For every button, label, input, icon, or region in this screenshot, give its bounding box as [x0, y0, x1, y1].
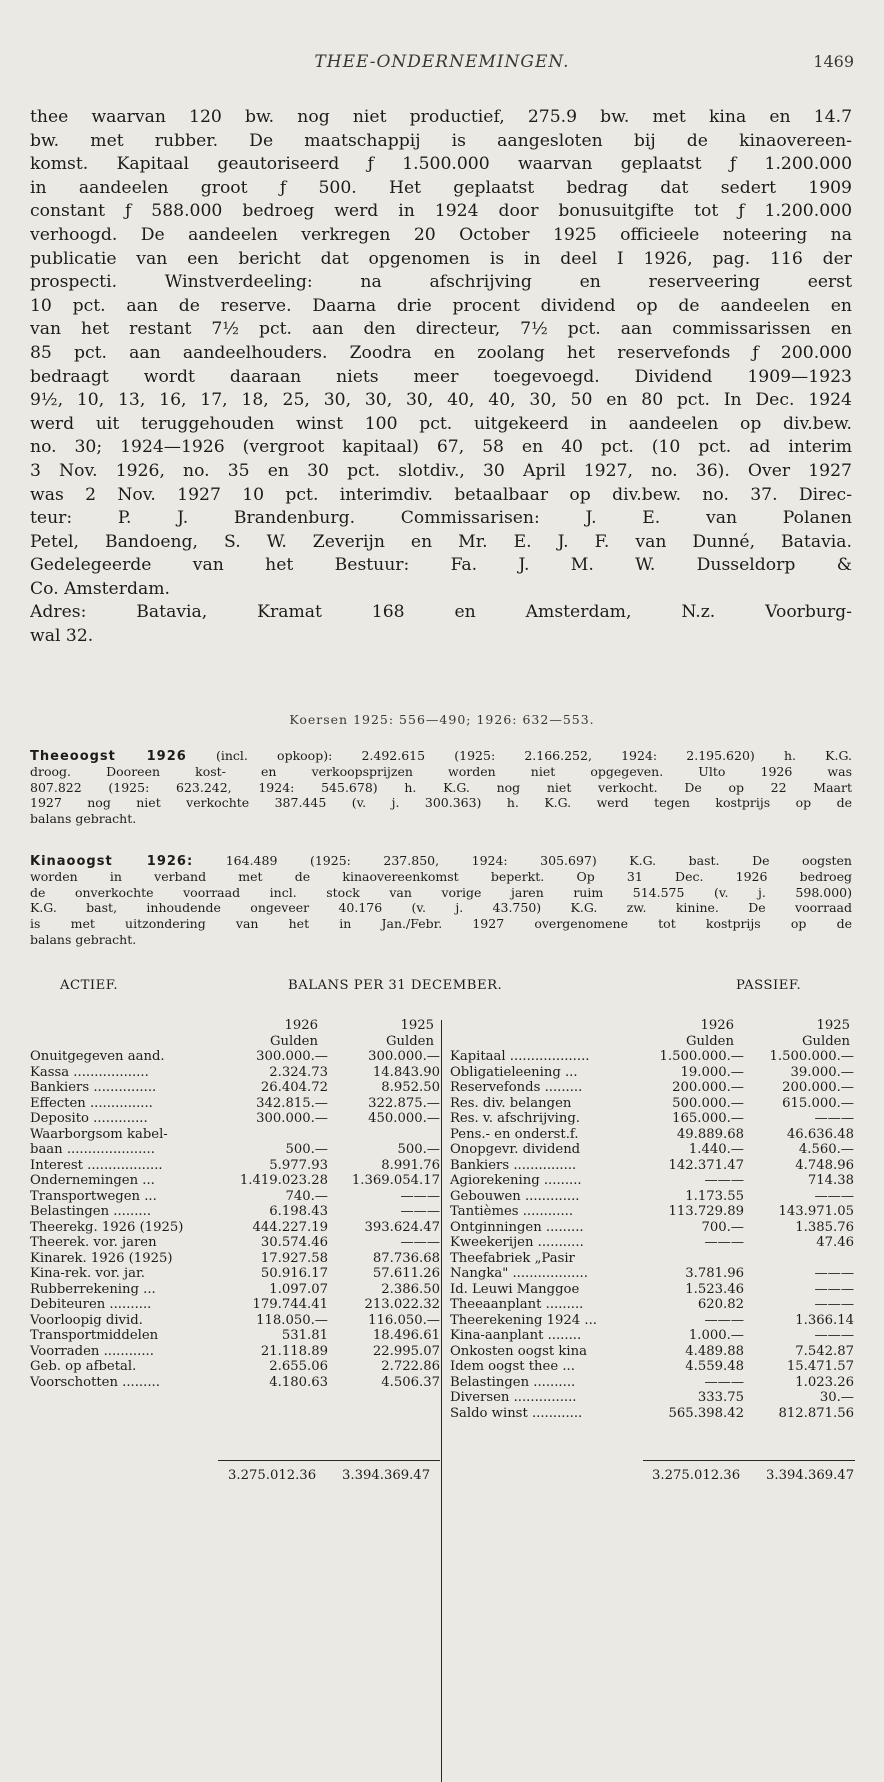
- actief-value-1925: 14.843.90: [372, 1064, 440, 1080]
- actief-row: [30, 1375, 440, 1391]
- passief-item-label: Kweekerijen ...........: [450, 1235, 584, 1250]
- passief-value-1926: 1.440.—: [688, 1142, 744, 1157]
- actief-value-1925: 18.496.61: [372, 1328, 440, 1343]
- passief-value-1925: 4.748.96: [795, 1157, 854, 1173]
- column-divider: [441, 1020, 442, 1782]
- actief-row: [30, 1096, 440, 1112]
- passief-row: [446, 1049, 854, 1065]
- passief-row: [446, 1111, 854, 1127]
- actief-value-1925: 450.000.—: [368, 1111, 440, 1126]
- passief-row: [446, 1359, 854, 1375]
- kinaoogst-line: [30, 885, 852, 901]
- actief-item-label: Geb. op afbetal.: [30, 1359, 137, 1374]
- header-title: THEE-ONDERNEMINGEN.: [314, 52, 570, 72]
- theeoogst-heading: Theeoogst 1926: [30, 749, 187, 764]
- kinaoogst-text: 164.489 (1925: 237.850, 1924: 305.697) K.G. bast. De oogsten: [225, 853, 852, 868]
- actief-value-1925: 500.—: [397, 1142, 440, 1157]
- actief-row: [30, 1235, 440, 1251]
- actief-value-1925: 22.995.07: [372, 1343, 440, 1359]
- passief-row: [446, 1142, 854, 1158]
- passief-value-1926: 620.82: [697, 1297, 744, 1312]
- actief-value-1926: 342.815.—: [256, 1095, 328, 1111]
- running-header: [0, 52, 884, 82]
- passief-value-1926: ———: [704, 1312, 744, 1328]
- actief-row: [30, 1328, 440, 1344]
- passief-item-label: Nangka" ..................: [450, 1266, 588, 1281]
- passief-item-label: Tantièmes ............: [450, 1204, 574, 1219]
- actief-row: [30, 1251, 440, 1267]
- passief-row: [446, 1220, 854, 1236]
- passief-value-1925: 714.38: [807, 1173, 854, 1188]
- unit-1925: Gulden: [802, 1033, 850, 1049]
- actief-value-1925: 300.000.—: [368, 1049, 440, 1064]
- kinaoogst-paragraph: [30, 853, 852, 948]
- theeoogst-paragraph: [30, 748, 852, 827]
- year-1926: 1926: [700, 1018, 734, 1033]
- actief-value-1926: 531.81: [281, 1328, 328, 1343]
- actief-value-1925: 57.611.26: [372, 1266, 440, 1281]
- kinaoogst-line: [30, 869, 852, 885]
- passief-item-label: Obligatieleening ...: [450, 1064, 578, 1080]
- passief-value-1925: 7.542.87: [795, 1343, 854, 1359]
- passief-value-1926: 113.729.89: [668, 1204, 744, 1219]
- actief-item-label: Theerek. vor. jaren: [30, 1235, 157, 1250]
- theeoogst-line: [30, 748, 852, 764]
- actief-value-1926: 30.574.46: [260, 1235, 328, 1250]
- passief-item-label: Kapitaal ...................: [450, 1049, 590, 1064]
- passief-value-1926: 4.489.88: [685, 1343, 744, 1359]
- passief-row: [446, 1235, 854, 1251]
- prose-line: no. 30; 1924—1926 (vergroot kapitaal) 67, 58 en 40 pct. (10 pct. ad interim: [30, 437, 852, 458]
- actief-item-label: Voorraden ............: [30, 1343, 154, 1359]
- passief-row: [446, 1266, 854, 1282]
- passief-row: [446, 1189, 854, 1205]
- actief-row: [30, 1220, 440, 1236]
- passief-value-1926: 700.—: [701, 1219, 744, 1235]
- passief-item-label: Onopgevr. dividend: [450, 1142, 581, 1157]
- passief-row: [446, 1173, 854, 1189]
- passief-row: [446, 1328, 854, 1344]
- actief-value-1926: 26.404.72: [260, 1080, 328, 1095]
- actief-item-label: Effecten ...............: [30, 1095, 153, 1111]
- actief-item-label: Interest ..................: [30, 1157, 163, 1173]
- actief-value-1926: 500.—: [285, 1142, 328, 1157]
- actief-row: [30, 1158, 440, 1174]
- passief-value-1925: 1.023.26: [795, 1374, 854, 1390]
- passief-row: [446, 1158, 854, 1174]
- balance-header: [30, 978, 854, 998]
- passief-value-1925: ———: [814, 1281, 854, 1297]
- passief-value-1926: 4.559.48: [685, 1359, 744, 1374]
- actief-item-label: Voorschotten .........: [30, 1374, 160, 1390]
- passief-row: [446, 1297, 854, 1313]
- actief-item-label: Theerekg. 1926 (1925): [30, 1219, 184, 1235]
- actief-value-1926: 444.227.19: [252, 1219, 328, 1235]
- prose-line: publicatie van een bericht dat opgenomen is in deel I 1926, pag. 116 der: [30, 248, 852, 269]
- prose-line: bedraagt wordt daaraan niets meer toegevoegd. Dividend 1909—1923: [30, 366, 852, 387]
- passief-item-label: Idem oogst thee ...: [450, 1359, 575, 1374]
- actief-item-label: Deposito .............: [30, 1111, 148, 1126]
- prose-line: van het restant 7½ pct. aan den directeur, 7½ pct. aan commissarissen en: [30, 319, 852, 340]
- theeoogst-line: [30, 764, 852, 780]
- actief-value-1926: 300.000.—: [256, 1111, 328, 1126]
- prose-line: 85 pct. aan aandeelhouders. Zoodra en zoolang het reservefonds ƒ 200.000: [30, 342, 852, 363]
- actief-value-1925: 2.722.86: [381, 1359, 440, 1374]
- passief-value-1926: 49.889.68: [676, 1126, 744, 1142]
- passief-value-1926: 333.75: [697, 1390, 744, 1405]
- actief-value-1925: 116.050.—: [368, 1312, 440, 1328]
- actief-value-1925: 322.875.—: [368, 1095, 440, 1111]
- passief-item-label: Theerekening 1924 ...: [450, 1312, 597, 1328]
- passief-value-1926: ———: [704, 1374, 744, 1390]
- actief-value-1925: ———: [400, 1188, 440, 1204]
- balance-title: BALANS PER 31 DECEMBER.: [288, 978, 503, 993]
- kinaoogst-text: de onverkochte voorraad incl. stock van vorige jaren ruim 514.575 (v. j. 598.000): [30, 884, 852, 900]
- actief-row: [30, 1142, 440, 1158]
- passief-item-label: Onkosten oogst kina: [450, 1343, 587, 1359]
- prose-line: werd uit teruggehouden winst 100 pct. uitgekeerd in aandeelen op div.bew.: [30, 413, 852, 434]
- year-1926: 1926: [284, 1018, 318, 1033]
- actief-value-1926: 4.180.63: [269, 1374, 328, 1390]
- passief-row: [446, 1390, 854, 1406]
- actief-total-1926: 3.275.012.36: [228, 1468, 317, 1483]
- actief-total-1925: 3.394.369.47: [342, 1468, 431, 1483]
- passief-item-label: Res. div. belangen: [450, 1095, 572, 1111]
- prose-line: Petel, Bandoeng, S. W. Zeverijn en Mr. E. J. F. van Dunné, Batavia.: [30, 531, 852, 552]
- actief-value-1926: 740.—: [285, 1188, 328, 1204]
- kinaoogst-text: worden in verband met de kinaovereenkomst beperkt. Op 31 Dec. 1926 bedroeg: [30, 868, 852, 884]
- actief-label: ACTIEF.: [60, 978, 119, 993]
- actief-item-label: Debiteuren ..........: [30, 1297, 152, 1312]
- passief-item-label: Id. Leuwi Manggoe: [450, 1281, 580, 1297]
- actief-value-1925: 213.022.32: [364, 1297, 440, 1312]
- passief-value-1925: ———: [814, 1328, 854, 1343]
- passief-item-label: Diversen ...............: [450, 1390, 577, 1405]
- passief-value-1925: 1.366.14: [795, 1312, 854, 1328]
- actief-total-rule: [218, 1460, 440, 1461]
- prose-line: thee waarvan 120 bw. nog niet productief, 275.9 bw. met kina en 14.7: [30, 107, 852, 127]
- actief-value-1926: 21.118.89: [260, 1343, 328, 1359]
- actief-row: [30, 1344, 440, 1360]
- prose-line: Gedelegeerde van het Bestuur: Fa. J. M. W. Dusseldorp &: [30, 555, 852, 576]
- actief-value-1926: 2.324.73: [269, 1064, 328, 1080]
- actief-item-label: Rubberrekening ...: [30, 1281, 156, 1297]
- passief-value-1926: 1.523.46: [685, 1281, 744, 1297]
- prose-line: 3 Nov. 1926, no. 35 en 30 pct. slotdiv., 30 April 1927, no. 36). Over 1927: [30, 460, 852, 481]
- passief-value-1926: 565.398.42: [668, 1405, 744, 1421]
- passief-row: [446, 1344, 854, 1360]
- actief-value-1926: 17.927.58: [260, 1250, 328, 1266]
- passief-value-1925: 143.971.05: [778, 1204, 854, 1219]
- passief-value-1926: 1.173.55: [685, 1188, 744, 1204]
- actief-value-1926: 1.419.023.28: [239, 1173, 328, 1188]
- actief-row: [30, 1189, 440, 1205]
- passief-row: [446, 1406, 854, 1422]
- actief-value-1926: 1.097.07: [269, 1281, 328, 1297]
- unit-1926: Gulden: [270, 1033, 318, 1049]
- column-subheader: [446, 1034, 854, 1050]
- passief-row: [446, 1313, 854, 1329]
- passief-value-1925: 1.385.76: [795, 1219, 854, 1235]
- passief-row: [446, 1096, 854, 1112]
- passief-value-1925: 200.000.—: [782, 1080, 854, 1095]
- year-1925: 1925: [816, 1018, 850, 1033]
- actief-row: [30, 1313, 440, 1329]
- column-subheader: [30, 1034, 440, 1050]
- actief-value-1926: 118.050.—: [256, 1312, 328, 1328]
- koersen-line: Koersen 1925: 556—490; 1926: 632—553.: [289, 712, 595, 727]
- passief-value-1925: ———: [814, 1188, 854, 1204]
- actief-item-label: Bankiers ...............: [30, 1080, 157, 1095]
- passief-value-1926: 1.500.000.—: [659, 1049, 744, 1064]
- kinaoogst-text: is met uitzondering van het in Jan./Febr. 1927 overgenomene tot kostprijs op de: [30, 916, 852, 932]
- kinaoogst-line: [30, 932, 852, 948]
- theeoogst-text: droog. Dooreen kost- en verkoopsprijzen worden niet opgegeven. Ulto 1926 was: [30, 763, 852, 779]
- actief-value-1926: 300.000.—: [256, 1049, 328, 1064]
- passief-item-label: Saldo winst ............: [450, 1405, 583, 1421]
- actief-value-1925: 2.386.50: [381, 1281, 440, 1297]
- actief-item-label: Kina-rek. vor. jar.: [30, 1266, 145, 1281]
- actief-row: [30, 1204, 440, 1220]
- actief-row: [30, 1080, 440, 1096]
- actief-value-1925: ———: [400, 1204, 440, 1219]
- actief-value-1925: 87.736.68: [372, 1250, 440, 1266]
- company-description: [30, 106, 852, 649]
- passief-item-label: Res. v. afschrijving.: [450, 1111, 580, 1126]
- column-subheader: [30, 1018, 440, 1034]
- theeoogst-text: 1927 nog niet verkochte 387.445 (v. j. 300.363) h. K.G. werd tegen kostprijs op de: [30, 795, 852, 811]
- passief-value-1925: 812.871.56: [778, 1405, 854, 1421]
- passief-value-1925: ———: [814, 1266, 854, 1281]
- prose-line: Adres: Batavia, Kramat 168 en Amsterdam, N.z. Voorburg-: [30, 602, 852, 623]
- passief-item-label: Bankiers ...............: [450, 1157, 577, 1173]
- theeoogst-line: [30, 795, 852, 811]
- actief-value-1925: ———: [400, 1235, 440, 1250]
- actief-value-1926: 50.916.17: [260, 1266, 328, 1281]
- passief-value-1926: 1.000.—: [688, 1328, 744, 1343]
- passief-item-label: Belastingen ..........: [450, 1374, 576, 1390]
- passief-row: [446, 1282, 854, 1298]
- actief-value-1925: 393.624.47: [364, 1219, 440, 1235]
- actief-value-1926: 6.198.43: [269, 1204, 328, 1219]
- passief-label: PASSIEF.: [736, 978, 802, 993]
- passief-row: [446, 1127, 854, 1143]
- actief-row: [30, 1173, 440, 1189]
- actief-row: [30, 1127, 440, 1143]
- prose-line: in aandeelen groot ƒ 500. Het geplaatst bedrag dat sedert 1909: [30, 177, 852, 198]
- prose-line: prospecti. Winstverdeeling: na afschrijving en reserveering eerst: [30, 272, 852, 293]
- prose-line: 10 pct. aan de reserve. Daarna drie procent dividend op de aandeelen en: [30, 295, 852, 316]
- actief-row: [30, 1111, 440, 1127]
- passief-value-1925: 30.—: [819, 1390, 854, 1405]
- passief-item-label: Kina-aanplant ........: [450, 1328, 582, 1343]
- balance-sheet: [30, 978, 854, 1421]
- actief-item-label: Kassa ..................: [30, 1064, 149, 1080]
- prose-line: verhoogd. De aandeelen verkregen 20 October 1925 officieele noteering na: [30, 224, 852, 245]
- actief-item-label: Onuitgegeven aand.: [30, 1049, 165, 1064]
- kinaoogst-line: [30, 900, 852, 916]
- kinaoogst-line: [30, 916, 852, 932]
- passief-row: [446, 1065, 854, 1081]
- passief-row: [446, 1251, 854, 1267]
- passief-value-1925: 15.471.57: [786, 1359, 854, 1374]
- actief-item-label: Ondernemingen ...: [30, 1173, 155, 1188]
- kinaoogst-text: balans gebracht.: [30, 931, 137, 947]
- column-subheader: [446, 1018, 854, 1034]
- actief-item-label: Waarborgsom kabel-: [30, 1126, 168, 1142]
- passief-item-label: Gebouwen .............: [450, 1188, 580, 1204]
- prose-line: constant ƒ 588.000 bedroeg werd in 1924 door bonusuitgifte tot ƒ 1.200.000: [30, 201, 852, 222]
- passief-value-1926: 19.000.—: [680, 1064, 744, 1080]
- prose-line: komst. Kapitaal geautoriseerd ƒ 1.500.000 waarvan geplaatst ƒ 1.200.000: [30, 154, 852, 175]
- year-1925: 1925: [400, 1018, 434, 1033]
- actief-row: [30, 1297, 440, 1313]
- actief-row: [30, 1266, 440, 1282]
- passief-item-label: Pens.- en onderst.f.: [450, 1126, 579, 1142]
- actief-value-1925: 8.991.76: [381, 1157, 440, 1173]
- kinaoogst-line: [30, 853, 852, 869]
- passief-value-1925: 46.636.48: [786, 1126, 854, 1142]
- prose-line: was 2 Nov. 1927 10 pct. interimdiv. betaalbaar op div.bew. no. 37. Direc-: [30, 484, 852, 505]
- actief-item-label: Transportwegen ...: [30, 1188, 157, 1204]
- actief-value-1925: 4.506.37: [381, 1374, 440, 1390]
- actief-value-1925: 8.952.50: [381, 1080, 440, 1095]
- passief-value-1925: 39.000.—: [790, 1064, 854, 1080]
- passief-value-1925: ———: [814, 1111, 854, 1126]
- passief-value-1926: 165.000.—: [672, 1111, 744, 1126]
- passief-value-1925: 1.500.000.—: [769, 1049, 854, 1064]
- unit-1925: Gulden: [386, 1033, 434, 1049]
- theeoogst-text: balans gebracht.: [30, 811, 137, 827]
- actief-column: [30, 1018, 440, 1390]
- prose-line: wal 32.: [30, 626, 94, 647]
- passief-value-1926: 142.371.47: [668, 1157, 744, 1173]
- passief-item-label: Theefabriek „Pasir: [450, 1250, 575, 1266]
- passief-value-1925: 615.000.—: [782, 1095, 854, 1111]
- passief-item-label: Agiorekening .........: [450, 1173, 582, 1188]
- passief-item-label: Ontginningen .........: [450, 1219, 584, 1235]
- passief-row: [446, 1204, 854, 1220]
- theeoogst-line: [30, 780, 852, 796]
- kinaoogst-text: K.G. bast, inhoudende ongeveer 40.176 (v. j. 43.750) K.G. zw. kinine. De voorraad: [30, 900, 852, 916]
- passief-item-label: Theeaanplant .........: [450, 1297, 584, 1312]
- actief-value-1926: 179.744.41: [252, 1297, 328, 1312]
- actief-item-label: baan .....................: [30, 1142, 155, 1157]
- passief-row: [446, 1375, 854, 1391]
- passief-value-1925: 47.46: [816, 1235, 854, 1250]
- page-number: 1469: [813, 52, 854, 71]
- passief-value-1926: 200.000.—: [672, 1080, 744, 1095]
- actief-row: [30, 1065, 440, 1081]
- passief-total-1925: 3.394.369.47: [766, 1468, 855, 1483]
- passief-value-1925: ———: [814, 1297, 854, 1312]
- passief-column: [446, 1018, 854, 1421]
- actief-value-1925: 1.369.054.17: [351, 1173, 440, 1188]
- kinaoogst-heading: Kinaoogst 1926:: [30, 854, 194, 869]
- passief-row: [446, 1080, 854, 1096]
- actief-value-1926: 2.655.06: [269, 1359, 328, 1374]
- passief-total-1926: 3.275.012.36: [652, 1468, 741, 1483]
- prose-line: Co. Amsterdam.: [30, 578, 170, 599]
- actief-row: [30, 1282, 440, 1298]
- passief-item-label: Reservefonds .........: [450, 1080, 583, 1095]
- prose-line: bw. met rubber. De maatschappij is aangesloten bij de kinaovereen-: [30, 130, 852, 151]
- theeoogst-text: (incl. opkoop): 2.492.615 (1925: 2.166.252, 1924: 2.195.620) h. K.G.: [215, 748, 852, 763]
- passief-value-1926: ———: [704, 1173, 744, 1188]
- passief-value-1925: 4.560.—: [798, 1142, 854, 1157]
- actief-item-label: Voorloopig divid.: [30, 1312, 143, 1328]
- actief-item-label: Transportmiddelen: [30, 1328, 159, 1343]
- passief-value-1926: ———: [704, 1235, 744, 1250]
- actief-item-label: Belastingen .........: [30, 1204, 152, 1219]
- prose-line: 9½, 10, 13, 16, 17, 18, 25, 30, 30, 30, 40, 40, 30, 50 en 80 pct. In Dec. 1924: [30, 390, 852, 411]
- theeoogst-text: 807.822 (1925: 623.242, 1924: 545.678) h. K.G. nog niet verkocht. De op 22 Maart: [30, 779, 852, 795]
- passief-total-rule: [643, 1460, 855, 1461]
- unit-1926: Gulden: [686, 1033, 734, 1049]
- actief-row: [30, 1359, 440, 1375]
- theeoogst-line: [30, 811, 852, 827]
- actief-row: [30, 1049, 440, 1065]
- actief-value-1926: 5.977.93: [269, 1157, 328, 1173]
- passief-value-1926: 500.000.—: [672, 1095, 744, 1111]
- passief-value-1926: 3.781.96: [685, 1266, 744, 1281]
- prose-line: teur: P. J. Brandenburg. Commissarisen: J. E. van Polanen: [30, 508, 852, 529]
- actief-item-label: Kinarek. 1926 (1925): [30, 1250, 173, 1266]
